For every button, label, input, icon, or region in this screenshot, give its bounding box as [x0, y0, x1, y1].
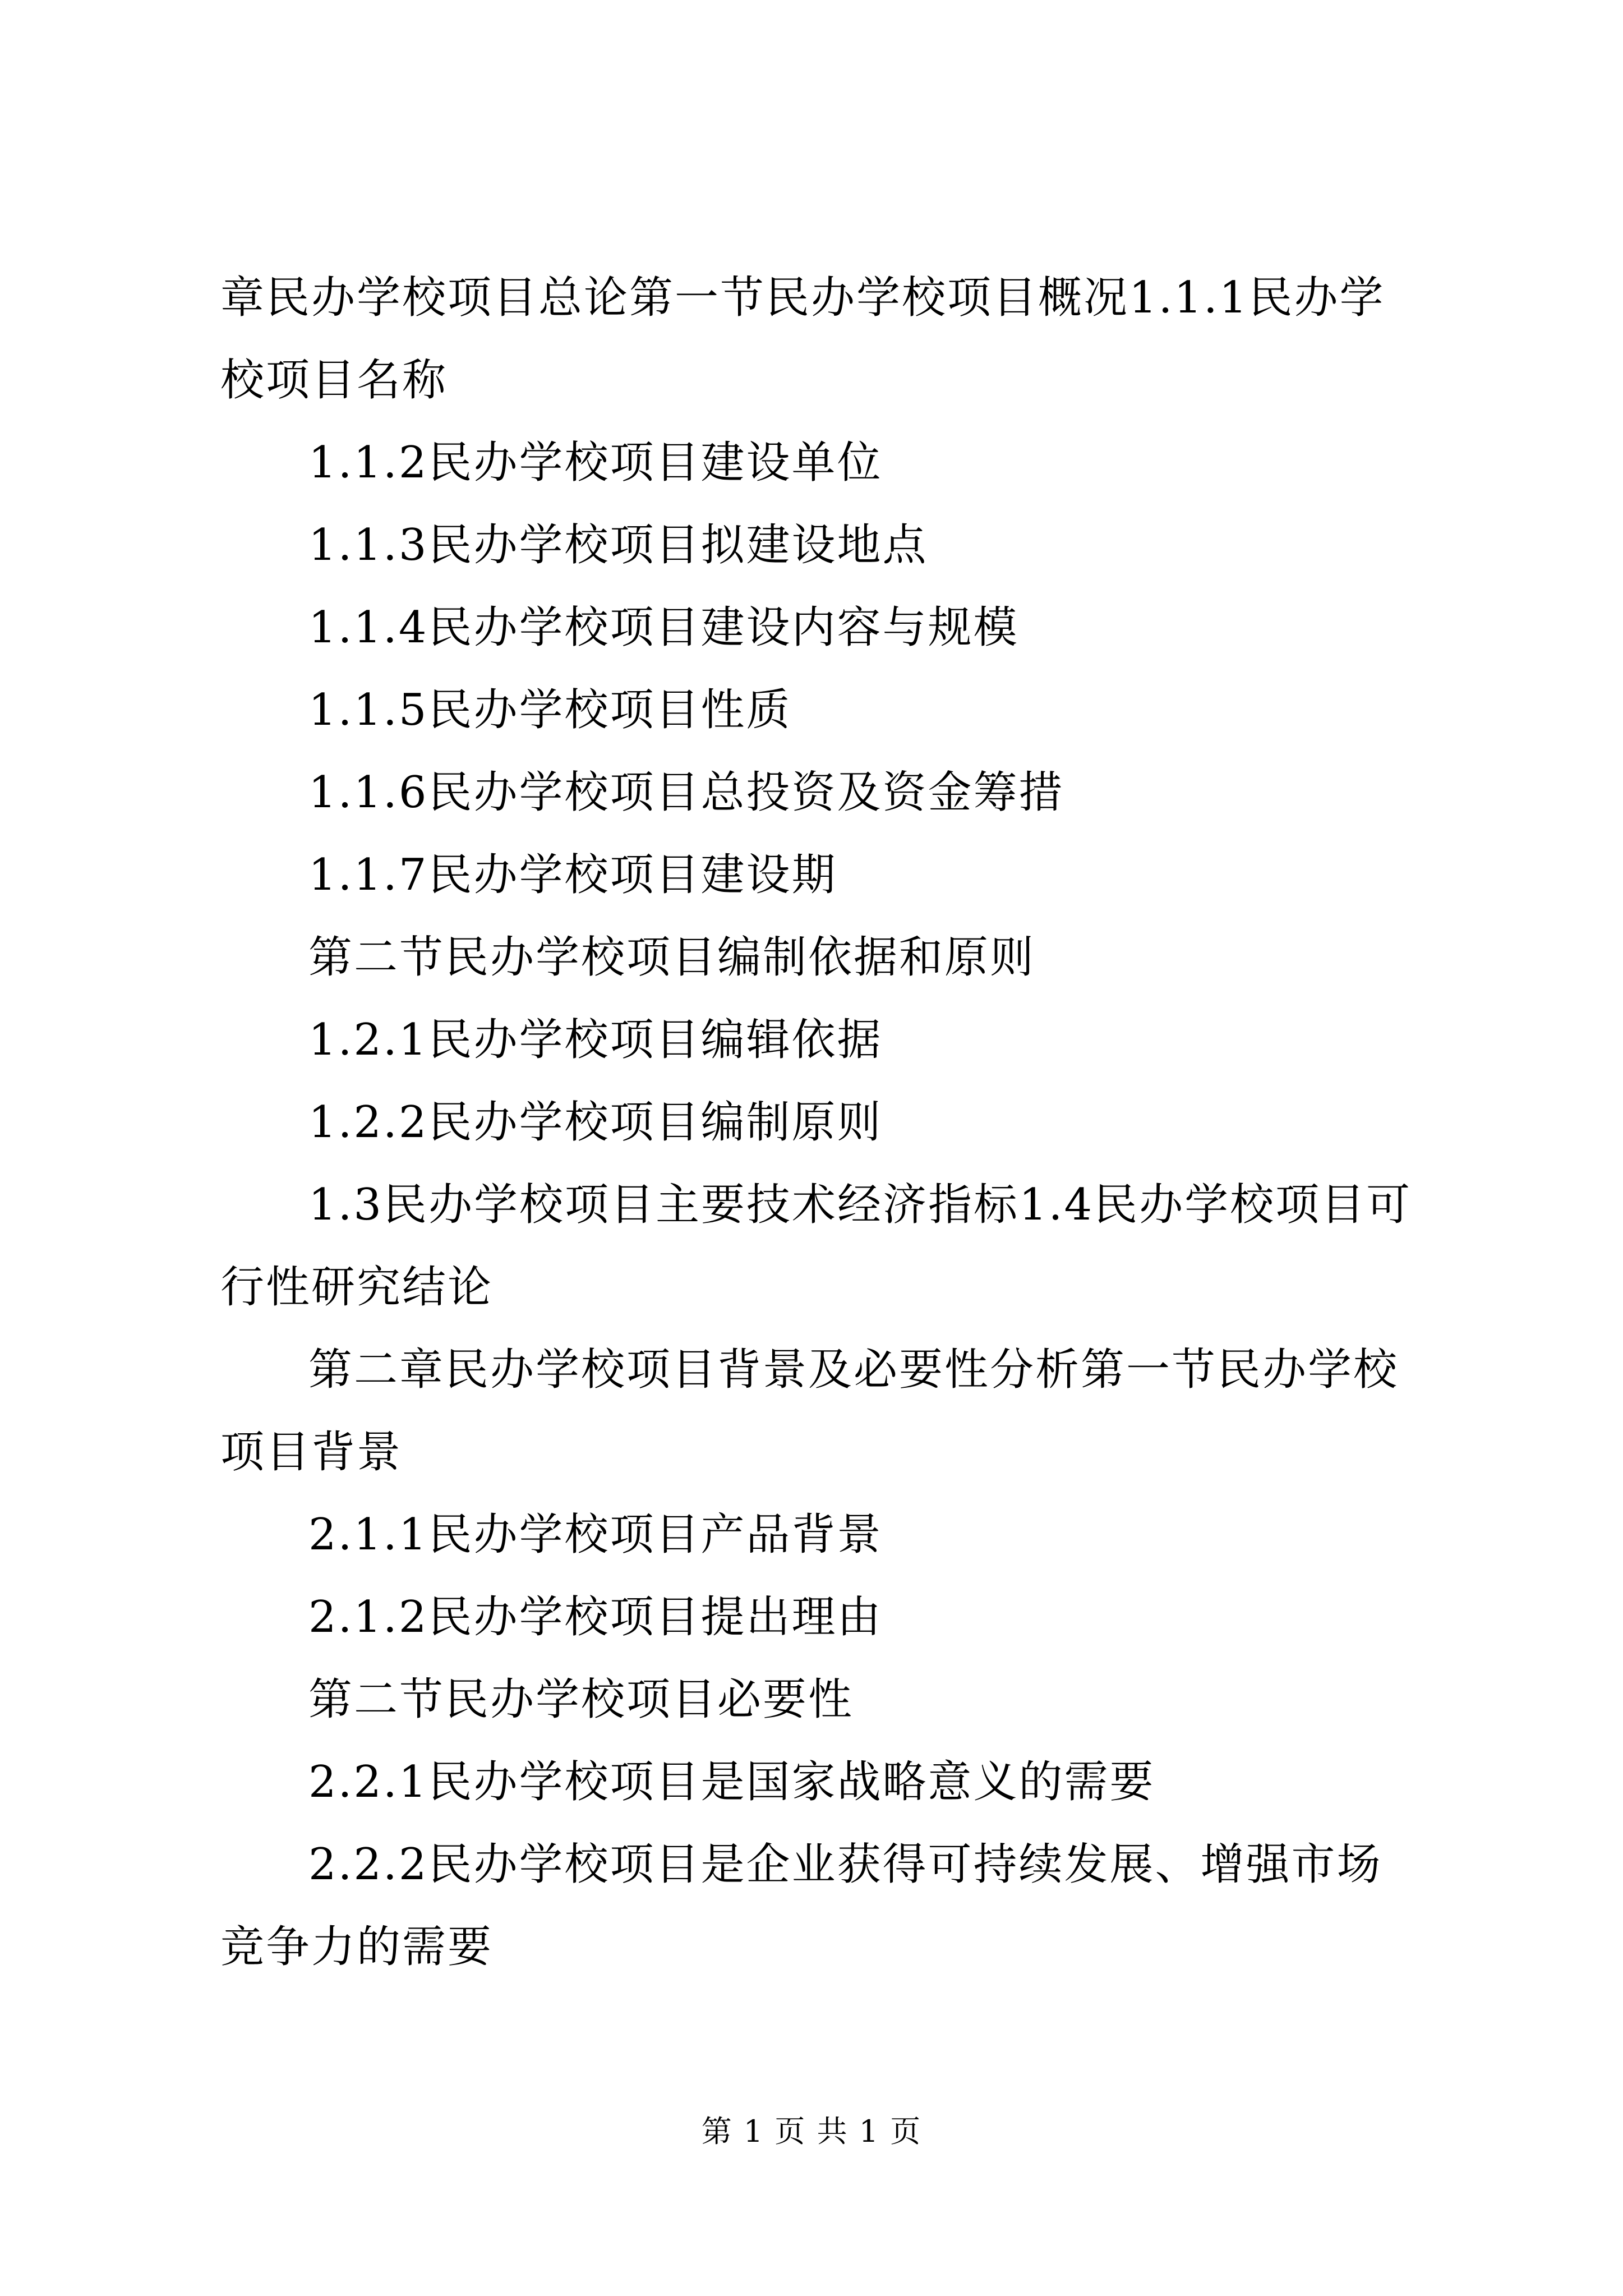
paragraph-1-1-6: 1.1.6民办学校项目总投资及资金筹措 [308, 767, 1064, 818]
paragraph-1-2-2: 1.2.2民办学校项目编制原则 [308, 1097, 883, 1148]
document-body [220, 257, 1426, 1989]
paragraph-1-1-7: 1.1.7民办学校项目建设期 [308, 850, 837, 900]
paragraph-1-3-1-4: 1.3民办学校项目主要技术经济指标1.4民办学校项目可行性研究结论 [220, 1180, 1412, 1313]
paragraph-2-1-2: 2.1.2民办学校项目提出理由 [308, 1592, 883, 1642]
paragraph-1-2-1: 1.2.1民办学校项目编辑依据 [308, 1015, 883, 1065]
paragraph-1-1-3: 1.1.3民办学校项目拟建设地点 [308, 520, 928, 570]
paragraph-2-2-1: 2.2.1民办学校项目是国家战略意义的需要 [308, 1757, 1155, 1807]
paragraph-section-2-necessity: 第二节民办学校项目必要性 [308, 1674, 854, 1725]
paragraph-1-1-4: 1.1.4民办学校项目建设内容与规模 [308, 602, 1019, 653]
paragraph-section-2-heading: 第二节民办学校项目编制依据和原则 [308, 932, 1036, 983]
page-number-label: 第 1 页 共 1 页 [701, 2114, 922, 2149]
paragraph-1-1-5: 1.1.5民办学校项目性质 [308, 685, 792, 735]
page-footer [0, 2109, 1623, 2154]
paragraph-2-1-1: 2.1.1民办学校项目产品背景 [308, 1510, 883, 1560]
paragraph-chapter-2-heading: 第二章民办学校项目背景及必要性分析第一节民办学校项目背景 [220, 1345, 1399, 1478]
paragraph-chapter-1-heading: 章民办学校项目总论第一节民办学校项目概况1.1.1民办学校项目名称 [220, 273, 1385, 406]
paragraph-1-1-2: 1.1.2民办学校项目建设单位 [308, 438, 883, 488]
paragraph-2-2-2: 2.2.2民办学校项目是企业获得可持续发展、增强市场竞争力的需要 [220, 1839, 1382, 1972]
